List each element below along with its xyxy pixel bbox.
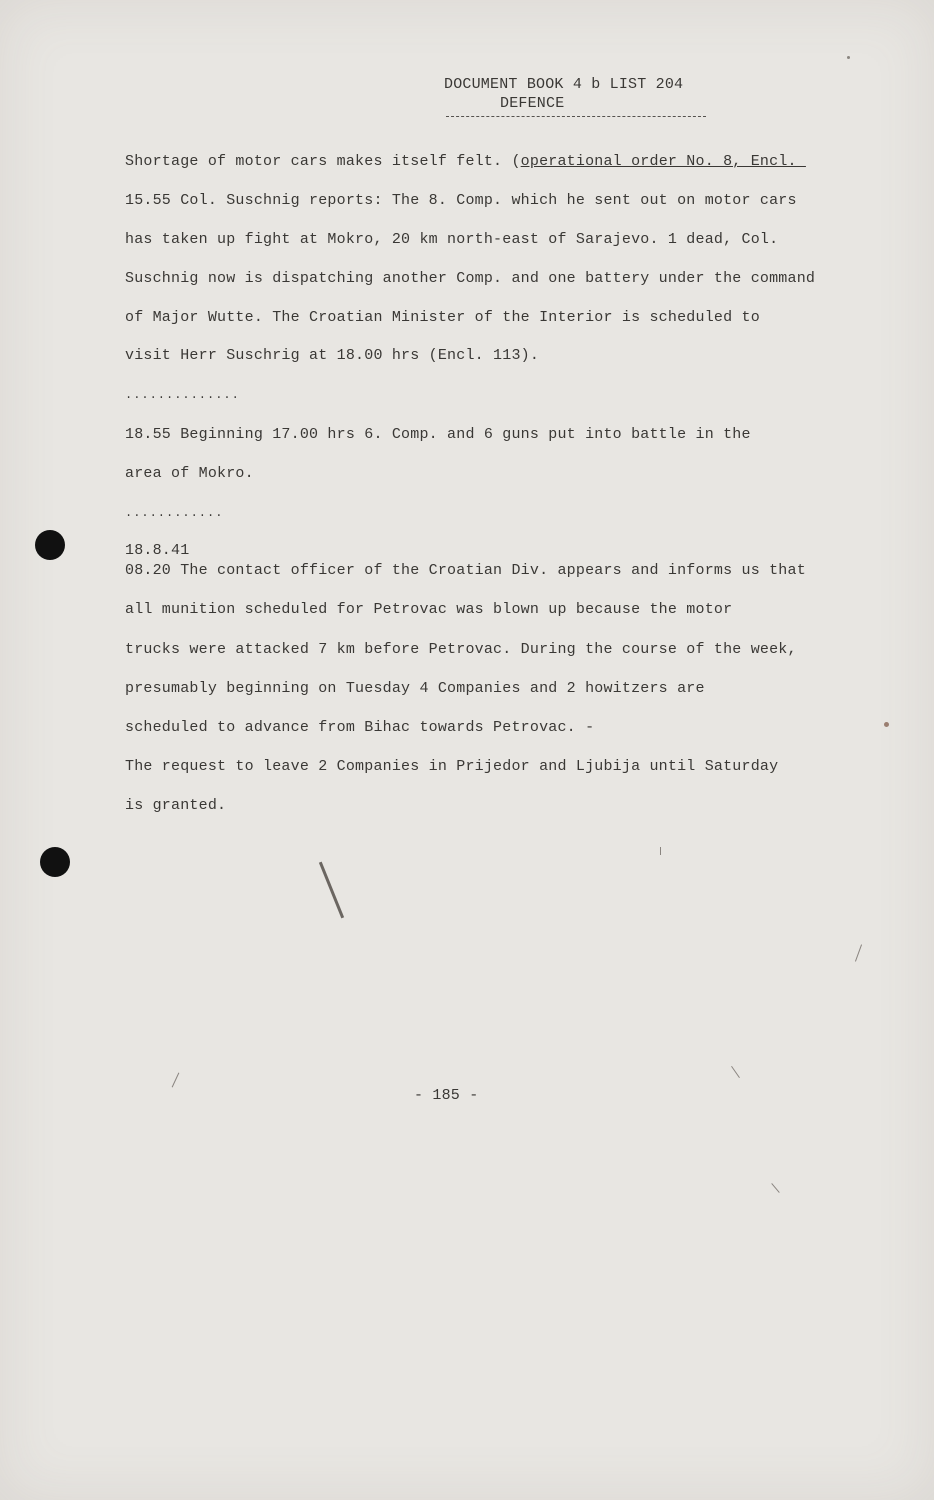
document-header-subtitle: DEFENCE [500, 95, 565, 112]
scratch-mark [731, 1066, 740, 1078]
para1-line6: visit Herr Suschrig at 18.00 hrs (Encl. 113). [125, 347, 540, 364]
punch-hole-top [35, 530, 65, 560]
para3-line3: trucks were attacked 7 km before Petrovac. During the course of the week, [125, 641, 797, 658]
scratch-mark [660, 847, 661, 855]
para3-line5: scheduled to advance from Bihac towards Petrovac. - [125, 719, 595, 736]
document-header-title: DOCUMENT BOOK 4 b LIST 204 [444, 76, 684, 93]
operational-order-reference: operational order No. 8, Encl. [520, 153, 806, 170]
para1-line5: of Major Wutte. The Croatian Minister of the Interior is scheduled to [125, 309, 760, 326]
speck [884, 722, 889, 727]
scratch-mark [771, 1183, 779, 1193]
para3-line4: presumably beginning on Tuesday 4 Companies and 2 howitzers are [125, 680, 705, 697]
page-number: - 185 - [414, 1087, 479, 1104]
scratch-mark [319, 862, 344, 919]
para1-line3: has taken up fight at Mokro, 20 km north-east of Sarajevo. 1 dead, Col. [125, 231, 779, 248]
para3-line1: 08.20 The contact officer of the Croatian Div. appears and informs us that [125, 562, 806, 579]
dotted-separator-2: ............ [125, 506, 224, 520]
para1-line4: Suschnig now is dispatching another Comp. and one battery under the command [125, 270, 816, 287]
para2-line1: 18.55 Beginning 17.00 hrs 6. Comp. and 6 guns put into battle in the [125, 426, 751, 443]
header-separator [446, 116, 706, 117]
scratch-mark [172, 1073, 180, 1088]
para3-line7: is granted. [125, 797, 227, 814]
para1-line2: 15.55 Col. Suschnig reports: The 8. Comp. which he sent out on motor cars [125, 192, 797, 209]
para2-line2: area of Mokro. [125, 465, 254, 482]
para3-line2: all munition scheduled for Petrovac was blown up because the motor [125, 601, 733, 618]
speck [847, 56, 850, 59]
punch-hole-bottom [40, 847, 70, 877]
scratch-mark [855, 944, 862, 961]
para3-line6: The request to leave 2 Companies in Prijedor and Ljubija until Saturday [125, 758, 779, 775]
entry-date: 18.8.41 [125, 542, 190, 559]
dotted-separator-1: .............. [125, 388, 240, 402]
para1-line1 [125, 153, 806, 171]
para1-line1-text: Shortage of motor cars makes itself felt. ( [125, 153, 521, 170]
